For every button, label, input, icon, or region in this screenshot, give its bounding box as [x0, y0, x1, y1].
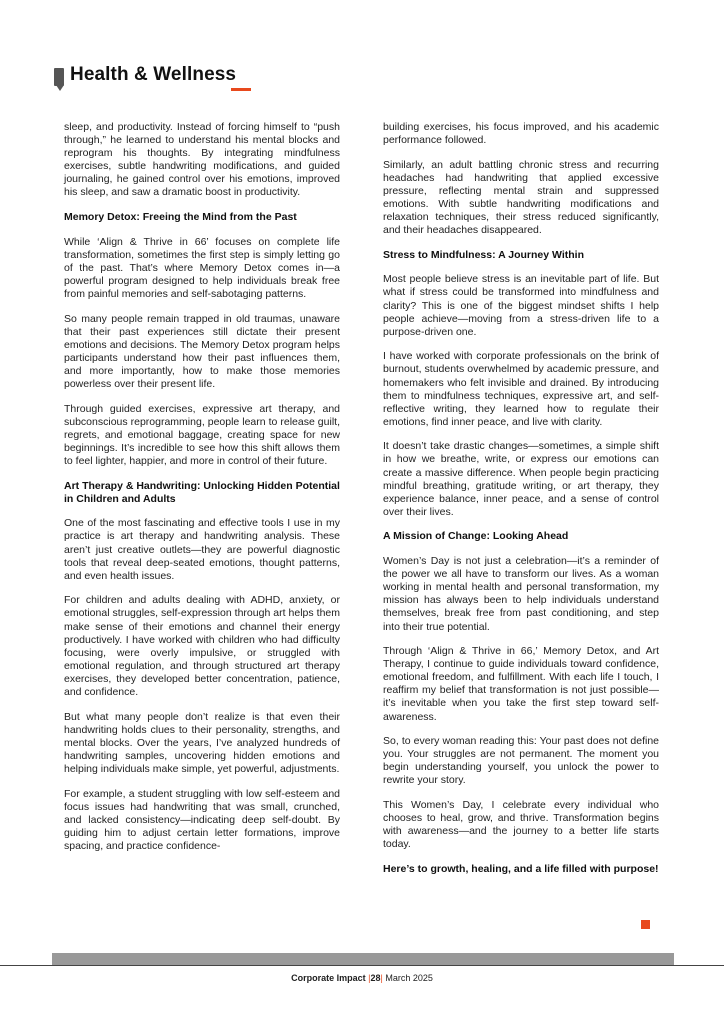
paragraph: So, to every woman reading this: Your past does not define you. Your struggles are not permanent. The moment you begin understanding yourself, you unlock the power to rewrite your story. — [383, 735, 659, 787]
paragraph: Women’s Day is not just a celebration—it’s a reminder of the power we all have to transform our lives. As a woman working in mental health and personal transformation, my mission has always been to help individuals understand themselves, break free from past conditioning, and step into their true potential. — [383, 555, 659, 633]
paragraph: For children and adults dealing with ADHD, anxiety, or emotional struggles, self-expression through art helps them make sense of their emotions and channel their energy productively. I have worked with children who had difficulty focusing, were overly impulsive, or struggled with emotional regulation, and through structured art therapy exercises, they developed better concentration, patience, and confidence. — [64, 594, 340, 698]
footer-divider — [0, 965, 724, 966]
page-number: 28 — [370, 973, 381, 983]
paragraph: While ‘Align & Thrive in 66’ focuses on complete life transformation, sometimes the first step is simply letting go of the past. That’s where Memory Detox comes in—a powerful program designed to help individuals break free from painful memories and self-sabotaging patterns. — [64, 235, 340, 301]
paragraph: For example, a student struggling with low self-esteem and focus issues had handwriting that was small, crunched, and lacked consistency—indicating deep self-doubt. By guiding him to adjust certain letter formations, improve spacing, and practice confidence- — [64, 787, 340, 852]
subheading: Memory Detox: Freeing the Mind from the Past — [64, 211, 297, 224]
paragraph: sleep, and productivity. Instead of forcing himself to “push through,” he learned to understand his mental blocks and reprogram his thoughts. By integrating mindfulness exercises, subtle handwriting modifications, and guided journaling, he gained control over his emotions, improved his sleep, and saw a dramatic boost in productivity. — [64, 121, 340, 199]
footer-bar — [52, 953, 674, 965]
footer-separator: | — [380, 973, 383, 983]
paragraph: This Women’s Day, I celebrate every individual who chooses to heal, grow, and thrive. Transformation begins with awareness—and the journey to a better life starts today. — [383, 799, 659, 851]
quote-marker-icon — [54, 68, 64, 86]
subheading: Stress to Mindfulness: A Journey Within — [383, 248, 584, 261]
subheading: A Mission of Change: Looking Ahead — [383, 530, 569, 543]
paragraph: Similarly, an adult battling chronic stress and recurring headaches had handwriting that applied excessive pressure, reflecting mental strain and suppressed emotions. With subtle handwriting modifications and relaxation techniques, their stress reduced significantly, and their headaches disappeared. — [383, 158, 659, 237]
footer-separator: | — [368, 973, 371, 983]
subheading: Art Therapy & Handwriting: Unlocking Hidden Potential in Children and Adults — [64, 479, 340, 505]
paragraph: Most people believe stress is an inevitable part of life. But what if stress could be transformed into mindfulness and clarity? This is one of the biggest mindset shifts I help people achieve—moving from a stress-driven life to a purpose-driven one. — [383, 273, 659, 338]
publication-name: Corporate Impact — [291, 973, 366, 983]
section-title: Health & Wellness — [70, 64, 237, 85]
closing-line: Here’s to growth, healing, and a life filled with purpose! — [383, 862, 659, 875]
paragraph: One of the most fascinating and effective tools I use in my practice is art therapy and handwriting analysis. These aren’t just creative outlets—they are powerful diagnostic tools that reveal deep-seated emotions, thought patterns, and even health issues. — [64, 517, 340, 582]
issue-date: March 2025 — [385, 973, 433, 983]
paragraph: It doesn’t take drastic changes—sometimes, a simple shift in how we breathe, write, or express our emotions can create a massive difference. When people begin practicing mindful breathing, gratitude writing, or art therapy, they experience balance, inner peace, and a sense of control over their lives. — [383, 440, 659, 518]
paragraph: But what many people don’t realize is that even their handwriting holds clues to their personality, strengths, and mental blocks. Over the years, I’ve analyzed hundreds of handwriting samples, uncovering hidden emotions and helping individuals make simple, yet powerful, adjustments. — [64, 710, 340, 775]
paragraph: building exercises, his focus improved, and his academic performance followed. — [383, 121, 659, 147]
paragraph: Through guided exercises, expressive art therapy, and subconscious reprogramming, people learn to release guilt, regrets, and emotional baggage, creating space for new beginnings. It’s incredible to see how this shift allows them to feel lighter, happier, and more in control of their future. — [64, 402, 340, 468]
right-column — [383, 121, 659, 888]
section-underline-accent — [231, 88, 251, 91]
left-column — [64, 121, 340, 865]
paragraph: So many people remain trapped in old traumas, unaware that their past experiences still dictate their present emotions and decisions. The Memory Detox program helps participants understand how their past influences them, and more importantly, how to make those memories powerless over their present life. — [64, 312, 340, 391]
footer — [0, 973, 724, 983]
paragraph: Through ‘Align & Thrive in 66,’ Memory Detox, and Art Therapy, I continue to guide individuals toward confidence, emotional freedom, and fulfillment. With each life I touch, I reaffirm my belief that transformation is not just possible—it’s inevitable when you take the first step toward self-awareness. — [383, 645, 659, 723]
end-of-article-square-icon — [641, 920, 650, 929]
paragraph: I have worked with corporate professionals on the brink of burnout, students overwhelmed by academic pressure, and homemakers who felt invisible and drained. By introducing them to mindfulness techniques, expressive art, and self-reflective writing, they learned how to regulate their emotions, find inner peace, and live with clarity. — [383, 350, 659, 428]
